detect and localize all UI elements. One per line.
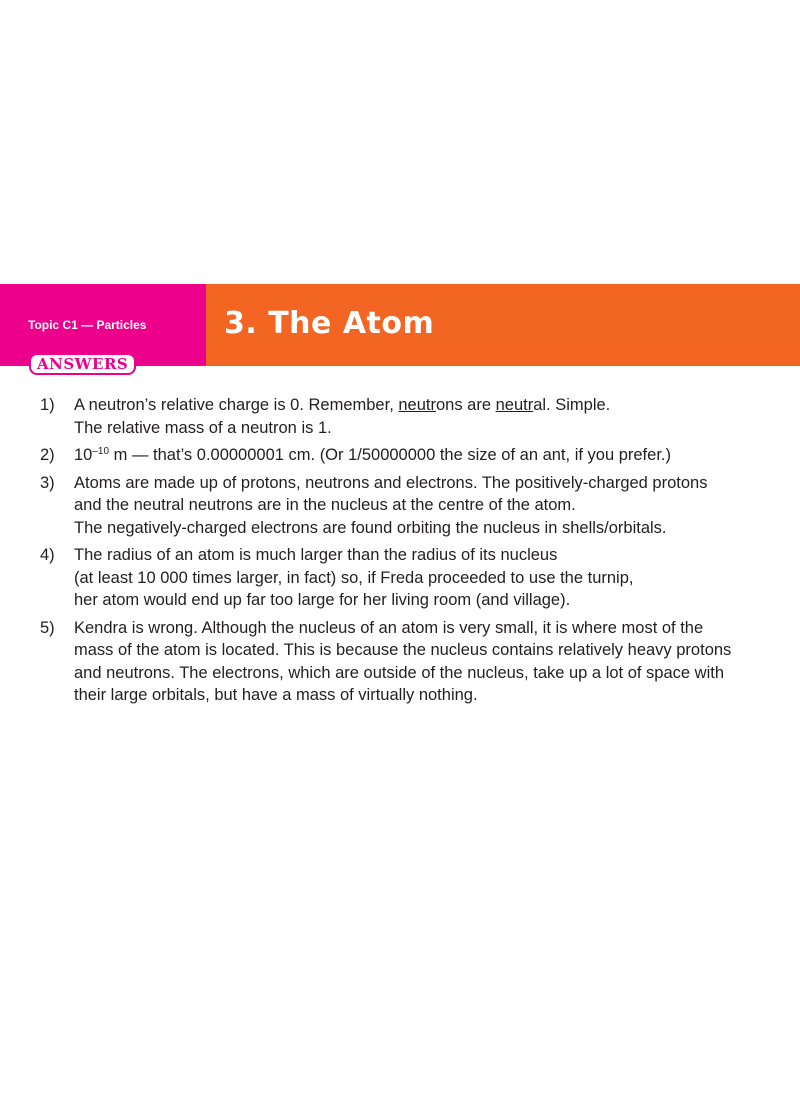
answer-text: m — that’s 0.00000001 cm. (Or 1/50000000 the size of an ant, if you prefer.): [109, 446, 671, 464]
answer-text: A neutron’s relative charge is 0. Remember,: [74, 396, 399, 414]
answer-number: 3): [40, 473, 55, 492]
answer-line: [74, 394, 780, 417]
answer-line: [74, 444, 780, 467]
answer-number: 1): [40, 396, 55, 414]
answer-line: and the neutral neutrons are in the nucleus at the centre of the atom.: [74, 496, 576, 514]
answers-badge-label: ANSWERS: [37, 354, 129, 373]
answer-base: 10: [74, 446, 93, 464]
answers-badge: [29, 353, 136, 375]
answers-list: [40, 394, 780, 712]
answer-line: The negatively-charged electrons are found orbiting the nucleus in shells/orbitals.: [74, 518, 667, 537]
answer-text: al. Simple.: [533, 396, 611, 414]
answer-line: The relative mass of a neutron is 1.: [74, 418, 332, 437]
answer-text: ons are: [435, 396, 496, 414]
answer-number: 2): [40, 446, 55, 464]
page-title: 3. The Atom: [224, 306, 435, 341]
answer-line: and neutrons. The electrons, which are outside of the nucleus, take up a lot of space with: [74, 663, 725, 682]
answer-number: 5): [40, 618, 55, 637]
answer-line: The radius of an atom is much larger than the radius of its nucleus: [74, 546, 558, 564]
answer-line: their large orbitals, but have a mass of virtually nothing.: [74, 686, 478, 704]
answer-line: Atoms are made up of protons, neutrons and electrons. The positively-charged protons: [74, 473, 708, 492]
title-block: [206, 284, 800, 366]
answer-item-5: [40, 617, 780, 707]
underlined-word: neutr: [495, 396, 534, 414]
answer-line: her atom would end up far too large for her living room (and village).: [74, 591, 571, 609]
topic-label: Topic C1 — Particles: [28, 318, 147, 332]
answer-item-1: [40, 394, 780, 439]
answer-line: (at least 10 000 times larger, in fact) so, if Freda proceeded to use the turnip,: [74, 568, 634, 587]
answer-number: 4): [40, 546, 55, 564]
answer-item-2: [40, 444, 780, 467]
answer-item-4: [40, 544, 780, 612]
answer-exponent: –10: [92, 446, 110, 457]
underlined-word: neutr: [398, 396, 436, 414]
answer-line: Kendra is wrong. Although the nucleus of an atom is very small, it is where most of the: [74, 618, 704, 637]
answer-item-3: [40, 472, 780, 540]
answer-line: mass of the atom is located. This is because the nucleus contains relatively heavy protons: [74, 641, 732, 659]
